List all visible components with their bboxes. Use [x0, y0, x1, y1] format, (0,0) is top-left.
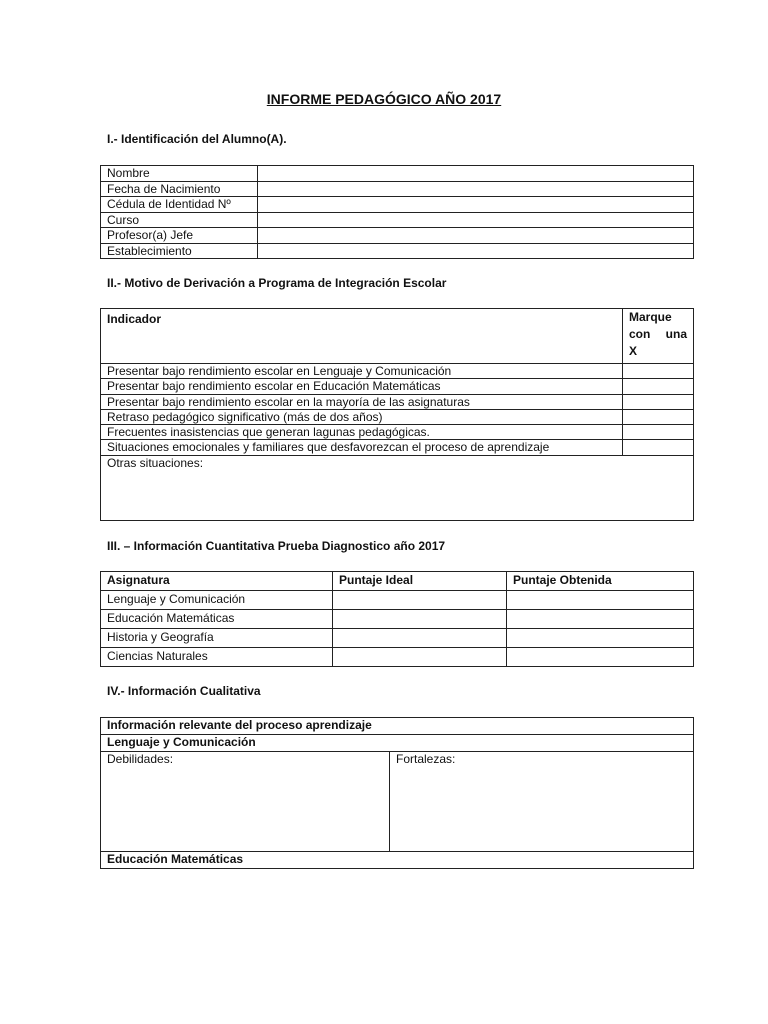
- table-row: [101, 629, 694, 648]
- indicator-label: Situaciones emocionales y familiares que desfavorezcan el proceso de aprendizaje: [101, 440, 623, 455]
- obtained-score-cell[interactable]: [507, 610, 694, 629]
- field-value-cell[interactable]: [258, 166, 694, 182]
- section-4-heading: IV.- Información Cualitativa: [107, 684, 261, 698]
- marque-header: [623, 309, 694, 364]
- indicator-label: Presentar bajo rendimiento escolar en Lenguaje y Comunicación: [101, 364, 623, 379]
- field-label: Profesor(a) Jefe: [101, 228, 258, 244]
- subject-header: Lenguaje y Comunicación: [101, 735, 694, 752]
- mark-cell[interactable]: [623, 425, 694, 440]
- table-row: [101, 735, 694, 752]
- field-value-cell[interactable]: [258, 197, 694, 213]
- column-header: Puntaje Obtenida: [507, 572, 694, 591]
- section-3-heading: III. – Información Cuantitativa Prueba Diagnostico año 2017: [107, 539, 446, 553]
- table-row: [101, 197, 694, 213]
- mark-cell[interactable]: [623, 364, 694, 379]
- ideal-score-cell[interactable]: [333, 629, 507, 648]
- field-label: Curso: [101, 212, 258, 228]
- diagnostic-scores-table: [100, 571, 694, 667]
- indicator-label: Frecuentes inasistencias que generan lagunas pedagógicas.: [101, 425, 623, 440]
- indicator-label: Presentar bajo rendimiento escolar en la mayoría de las asignaturas: [101, 394, 623, 409]
- field-label: Nombre: [101, 166, 258, 182]
- indicator-label: Retraso pedagógico significativo (más de dos años): [101, 409, 623, 424]
- obtained-score-cell[interactable]: [507, 591, 694, 610]
- marque-label-line1: Marque: [629, 310, 672, 324]
- field-value-cell[interactable]: [258, 212, 694, 228]
- table-row: [101, 648, 694, 667]
- table-row: [101, 852, 694, 869]
- ideal-score-cell[interactable]: [333, 648, 507, 667]
- table-row: [101, 394, 694, 409]
- mark-cell[interactable]: [623, 409, 694, 424]
- table-row: [101, 409, 694, 424]
- column-header: Puntaje Ideal: [333, 572, 507, 591]
- table-row: [101, 166, 694, 182]
- fortalezas-cell[interactable]: Fortalezas:: [390, 752, 694, 852]
- field-value-cell[interactable]: [258, 228, 694, 244]
- table-row: [101, 591, 694, 610]
- section-1-heading: I.- Identificación del Alumno(A).: [107, 132, 287, 146]
- section-2-heading: II.- Motivo de Derivación a Programa de Integración Escolar: [107, 276, 447, 290]
- mark-cell[interactable]: [623, 440, 694, 455]
- field-value-cell[interactable]: [258, 243, 694, 259]
- ideal-score-cell[interactable]: [333, 591, 507, 610]
- indicador-header: Indicador: [101, 309, 623, 364]
- table-row: [101, 455, 694, 520]
- subject-label: Ciencias Naturales: [101, 648, 333, 667]
- subject-label: Historia y Geografía: [101, 629, 333, 648]
- field-value-cell[interactable]: [258, 181, 694, 197]
- subject-header: Educación Matemáticas: [101, 852, 694, 869]
- table-header-row: [101, 309, 694, 364]
- table-row: [101, 718, 694, 735]
- indicator-label: Presentar bajo rendimiento escolar en Educación Matemáticas: [101, 379, 623, 394]
- info-header: Información relevante del proceso aprendizaje: [101, 718, 694, 735]
- table-row: [101, 425, 694, 440]
- table-header-row: [101, 572, 694, 591]
- marque-label-line3: X: [629, 344, 638, 358]
- mark-cell[interactable]: [623, 379, 694, 394]
- subject-label: Lenguaje y Comunicación: [101, 591, 333, 610]
- table-row: [101, 610, 694, 629]
- subject-label: Educación Matemáticas: [101, 610, 333, 629]
- otras-situaciones-cell[interactable]: Otras situaciones:: [101, 455, 694, 520]
- obtained-score-cell[interactable]: [507, 648, 694, 667]
- page-title: [0, 91, 768, 107]
- student-identification-table: [100, 165, 694, 259]
- debilidades-cell[interactable]: Debilidades:: [101, 752, 390, 852]
- marque-label-line2: [629, 326, 687, 343]
- table-row: [101, 228, 694, 244]
- table-row: [101, 212, 694, 228]
- qualitative-info-table: [100, 717, 694, 869]
- marque-label-word: con: [629, 327, 651, 341]
- obtained-score-cell[interactable]: [507, 629, 694, 648]
- mark-cell[interactable]: [623, 394, 694, 409]
- title-text: INFORME PEDAGÓGICO AÑO 2017: [266, 91, 502, 107]
- table-row: [101, 364, 694, 379]
- derivation-reason-table: [100, 308, 694, 521]
- column-header: Asignatura: [101, 572, 333, 591]
- marque-label-word: una: [665, 327, 687, 341]
- ideal-score-cell[interactable]: [333, 610, 507, 629]
- table-row: [101, 752, 694, 852]
- field-label: Fecha de Nacimiento: [101, 181, 258, 197]
- table-row: [101, 243, 694, 259]
- table-row: [101, 440, 694, 455]
- table-row: [101, 379, 694, 394]
- field-label: Cédula de Identidad Nº: [101, 197, 258, 213]
- table-row: [101, 181, 694, 197]
- field-label: Establecimiento: [101, 243, 258, 259]
